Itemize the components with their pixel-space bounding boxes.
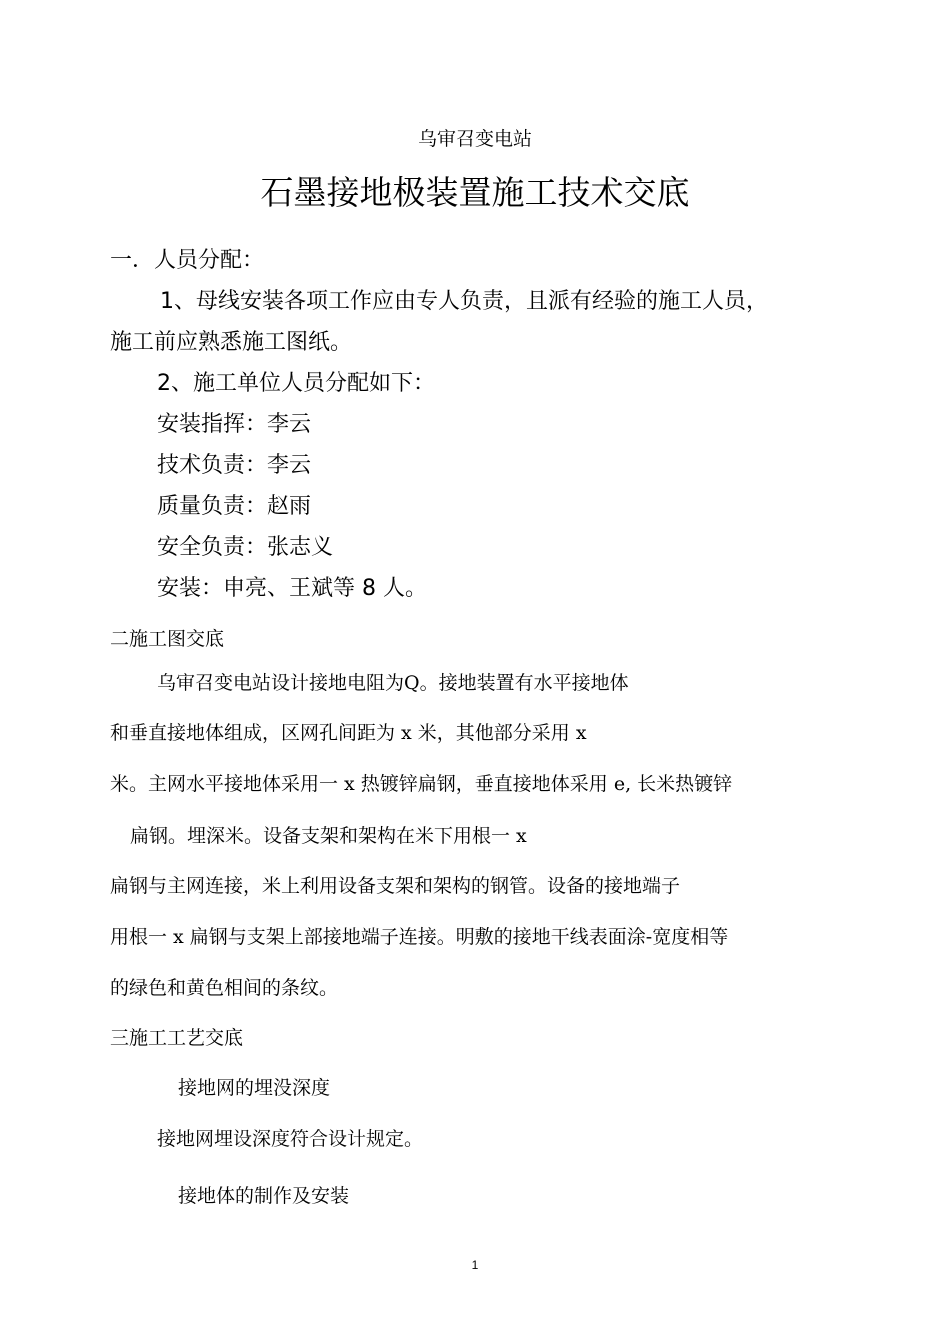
section1-heading: 一．人员分配： (110, 248, 265, 273)
section2-heading: 二施工图交底 (110, 628, 225, 650)
staff-item-safety: 安全负责：张志义 (157, 535, 334, 560)
section2-line: 扁钢与主网连接，米上利用设备支架和架构的钢管。设备的接地端子 (110, 875, 681, 897)
staff-item-technical: 技术负责：李云 (157, 453, 312, 478)
document-title: 石墨接地极装置施工技术交底 (260, 173, 690, 212)
section3-subheading-electrode: 接地体的制作及安装 (178, 1185, 350, 1207)
section3-heading: 三施工工艺交底 (110, 1027, 244, 1049)
section1-paragraph1-line1: 1、母线安装各项工作应由专人负责，且派有经验的施工人员， (160, 289, 768, 314)
section2-line: 的绿色和黄色相间的条纹。 (110, 977, 339, 999)
section3-subheading-depth: 接地网的埋没深度 (178, 1077, 331, 1099)
section2-line: 扁钢。埋深米。设备支架和架构在米下用根一 x (130, 825, 527, 847)
section1-paragraph1-line2: 施工前应熟悉施工图纸。 (110, 330, 353, 355)
section2-line: 乌审召变电站设计接地电阻为Q。接地装置有水平接地体 (157, 672, 629, 694)
section3-depth-text: 接地网埋设深度符合设计规定。 (157, 1128, 424, 1150)
staff-item-install-command: 安装指挥：李云 (157, 412, 312, 437)
staff-item-quality: 质量负责：赵雨 (157, 494, 312, 519)
section2-line: 米。主网水平接地体采用一 x 热镀锌扁钢，垂直接地体采用 e, 长米热镀锌 (110, 773, 733, 795)
page-number: 1 (471, 1258, 479, 1272)
section2-line: 用根一 x 扁钢与支架上部接地端子连接。明敷的接地干线表面涂-宽度相等 (110, 926, 729, 948)
staff-item-installers: 安装：申亮、王斌等 8 人。 (157, 576, 427, 601)
section2-line: 和垂直接地体组成，区网孔间距为 x 米，其他部分采用 x (110, 722, 587, 744)
document-subtitle: 乌审召变电站 (417, 128, 532, 150)
section1-paragraph2: 2、施工单位人员分配如下： (157, 371, 435, 396)
